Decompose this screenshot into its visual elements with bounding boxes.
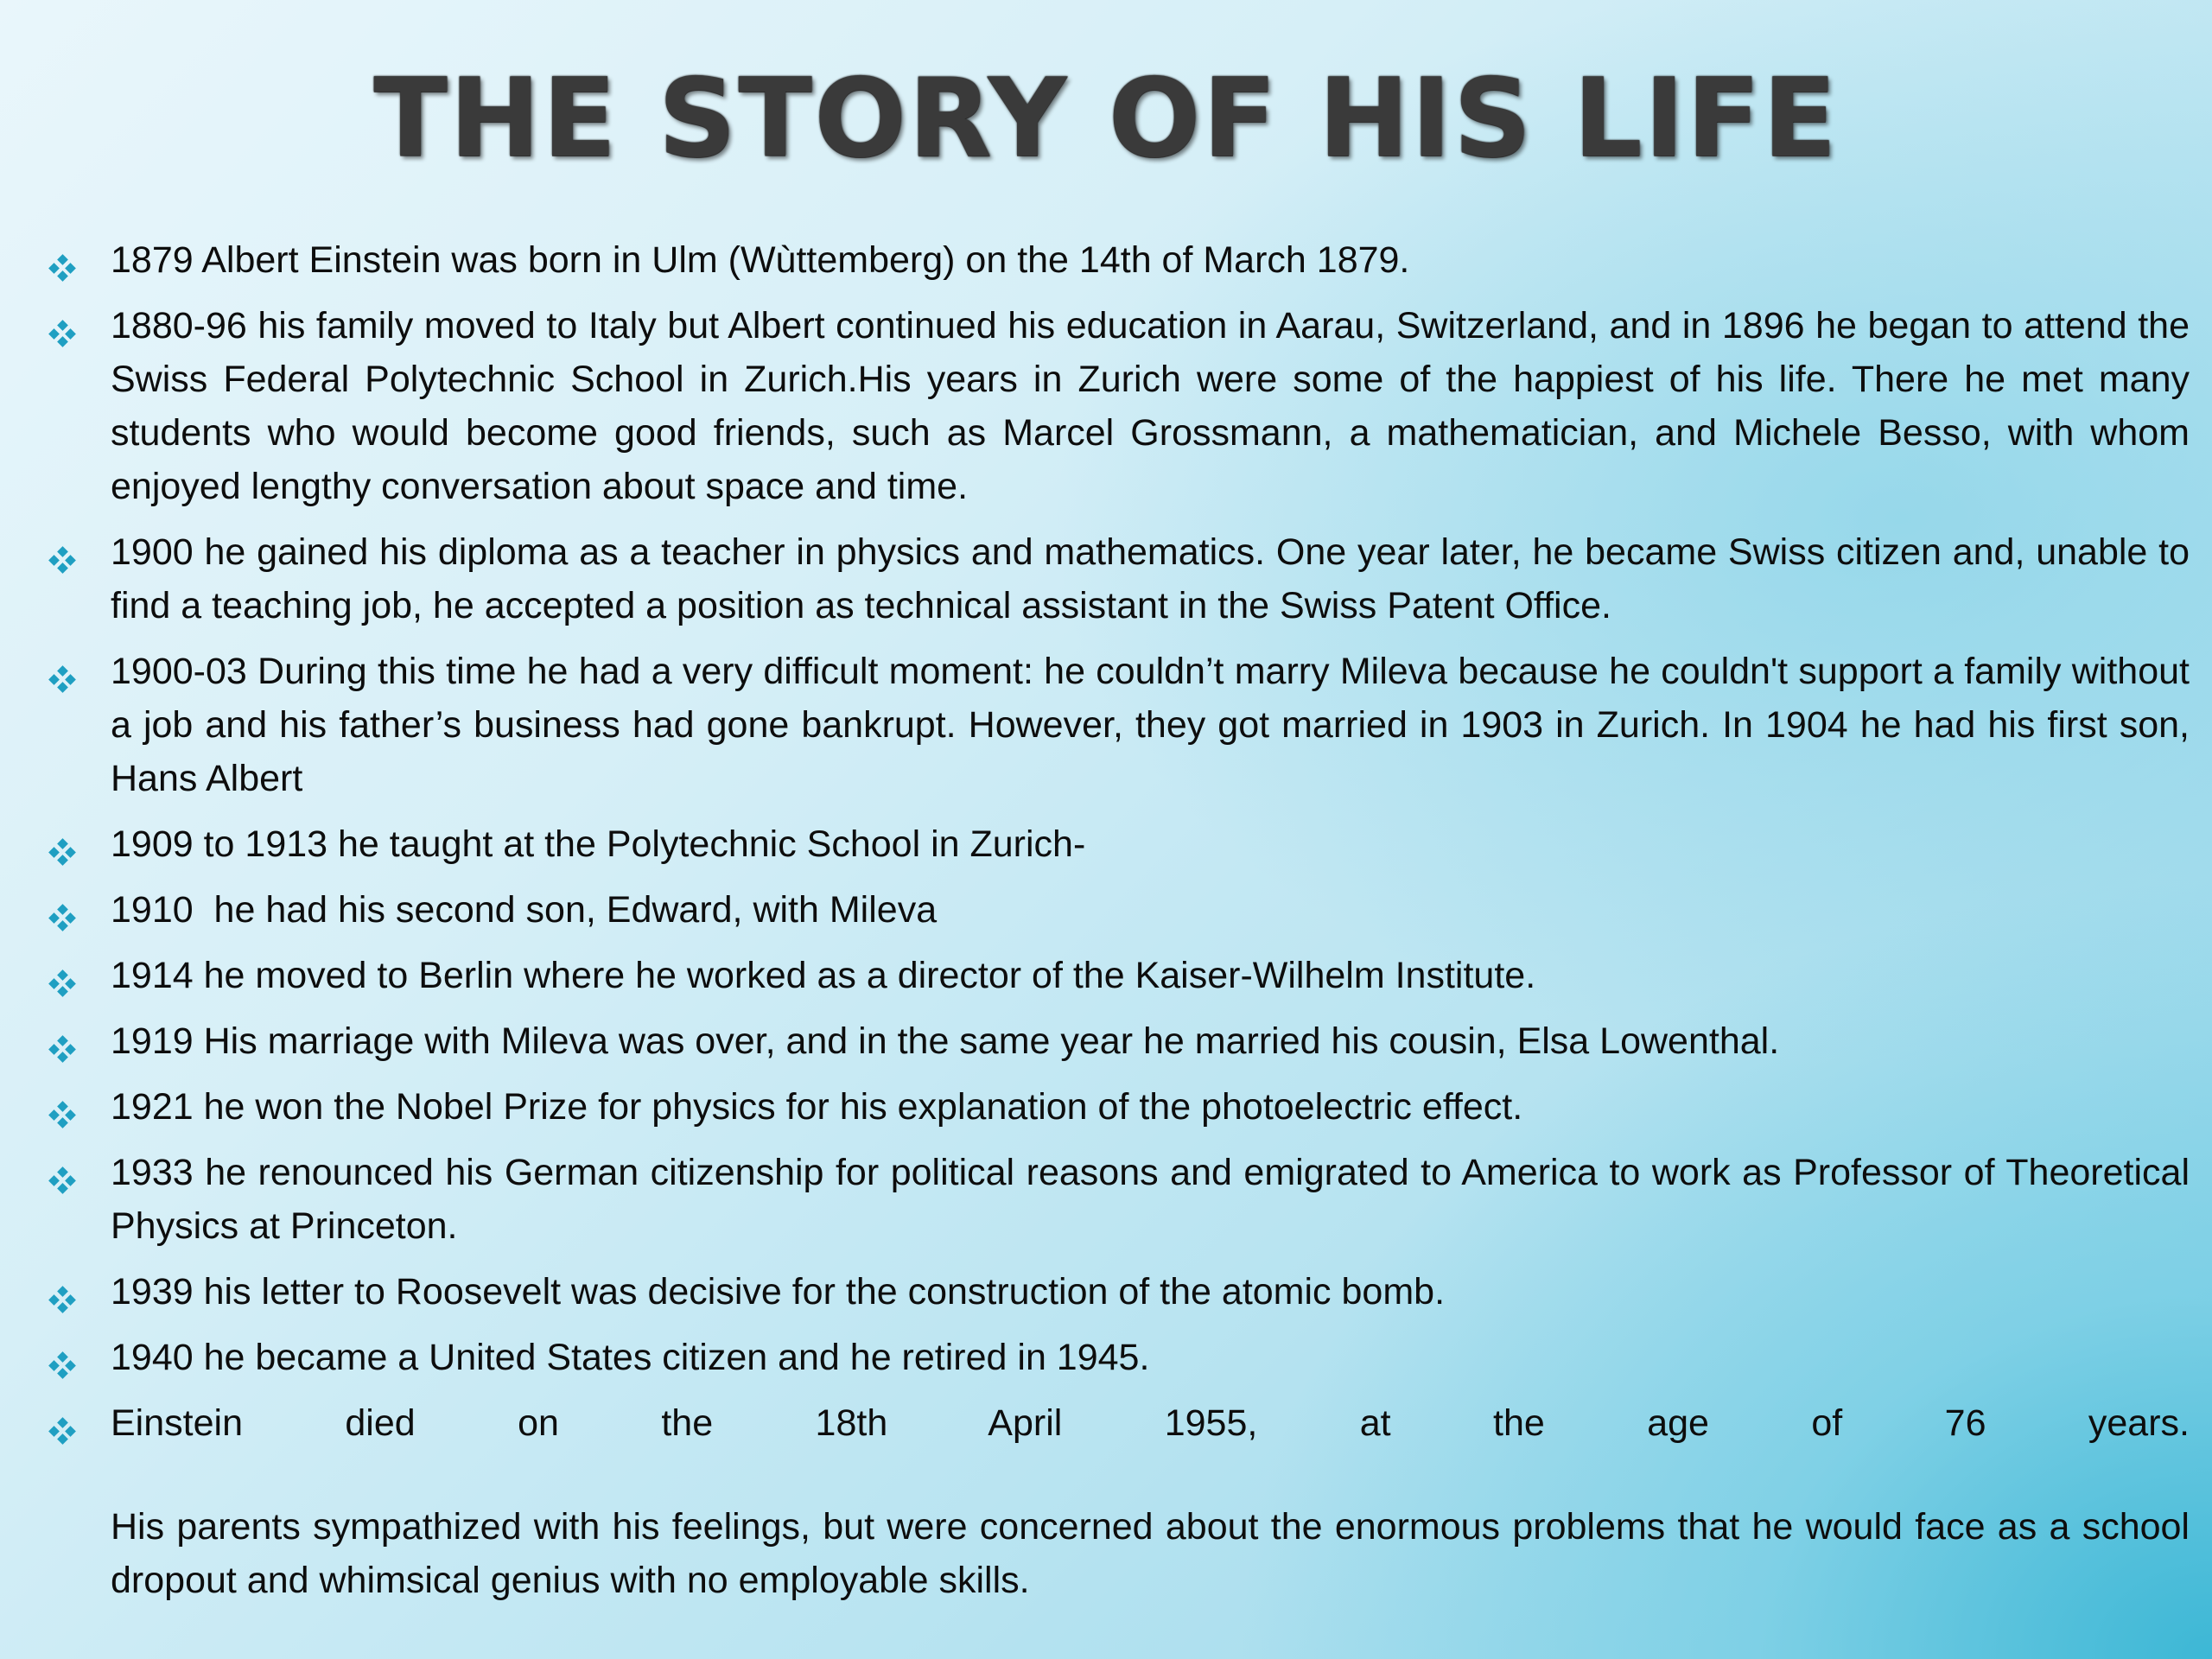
list-item [0, 817, 2212, 871]
list-item-text: 1921 he won the Nobel Prize for physics for his explanation of the photoelectric effect. [111, 1086, 1523, 1128]
list-item [0, 1080, 2212, 1134]
list-item-text: 1910 he had his second son, Edward, with Mileva [111, 889, 938, 931]
list-item-text: 1919 His marriage with Mileva was over, and in the same year he married his cousin, Elsa Lowenthal. [111, 1020, 1780, 1062]
list-item-text: 1939 his letter to Roosevelt was decisive for the construction of the atomic bomb. [111, 1271, 1446, 1313]
closing-paragraph: His parents sympathized with his feelings, but were concerned about the enormous problems that he would face as a school dropout and whimsical genius with no employable skills. [111, 1506, 2190, 1601]
list-item [0, 1396, 2212, 1450]
list-item [0, 1265, 2212, 1319]
diamond-bullet-icon [50, 1103, 74, 1127]
list-item-text: 1880-96 his family moved to Italy but Albert continued his education in Aarau, Switzerland, and in 1896 he began to attend the Swiss Federal Polytechnic School in Zurich.His years in Zurich were some of the happiest of his life. There he met many students who would become good friends, such as Marcel Grossmann, a mathematician, and Michele Besso, with whom enjoyed lengthy conversation about space and time. [111, 305, 2190, 507]
diamond-bullet-icon [50, 667, 74, 691]
list-item [0, 233, 2212, 287]
diamond-bullet-icon [50, 906, 74, 930]
list-item-text: 1914 he moved to Berlin where he worked as a director of the Kaiser-Wilhelm Institute. [111, 955, 1536, 996]
diamond-bullet-icon [50, 971, 74, 995]
list-item [0, 883, 2212, 937]
list-item [0, 525, 2212, 632]
diamond-bullet-icon [50, 1419, 74, 1443]
list-item [0, 299, 2212, 513]
list-item-text: Einstein died on the 18th April 1955, at the age of 76 years. [111, 1402, 2190, 1444]
slide-title: THE STORY OF HIS LIFE [373, 54, 1839, 181]
diamond-bullet-icon [50, 256, 74, 280]
list-item [0, 1146, 2212, 1253]
list-item-text: 1933 he renounced his German citizenship for political reasons and emigrated to America to work as Professor of Theoretical Physics at Princeton. [111, 1152, 2190, 1247]
diamond-bullet-icon [50, 548, 74, 572]
diamond-bullet-icon [50, 1037, 74, 1061]
list-item [0, 1014, 2212, 1068]
diamond-bullet-icon [50, 321, 74, 346]
list-item-text: 1879 Albert Einstein was born in Ulm (Wùttemberg) on the 14th of March 1879. [111, 239, 1410, 281]
list-item-text: 1909 to 1913 he taught at the Polytechnic School in Zurich- [111, 823, 1086, 865]
list-item [0, 949, 2212, 1002]
diamond-bullet-icon [50, 1353, 74, 1377]
list-item [0, 645, 2212, 805]
diamond-bullet-icon [50, 1287, 74, 1312]
diamond-bullet-icon [50, 840, 74, 864]
list-item-text: 1900 he gained his diploma as a teacher in physics and mathematics. One year later, he became Swiss citizen and, unable to find a teaching job, he accepted a position as technical assistant in the Swiss Patent Office. [111, 531, 2190, 626]
timeline-list [0, 233, 2212, 1462]
list-item-text: 1900-03 During this time he had a very difficult moment: he couldn’t marry Mileva because he couldn't support a family without a job and his father’s business had gone bankrupt. However, they got married in 1903 in Zurich. In 1904 he had his first son, Hans Albert [111, 651, 2190, 799]
diamond-bullet-icon [50, 1168, 74, 1192]
list-item [0, 1331, 2212, 1384]
list-item-text: 1940 he became a United States citizen and he retired in 1945. [111, 1337, 1150, 1378]
